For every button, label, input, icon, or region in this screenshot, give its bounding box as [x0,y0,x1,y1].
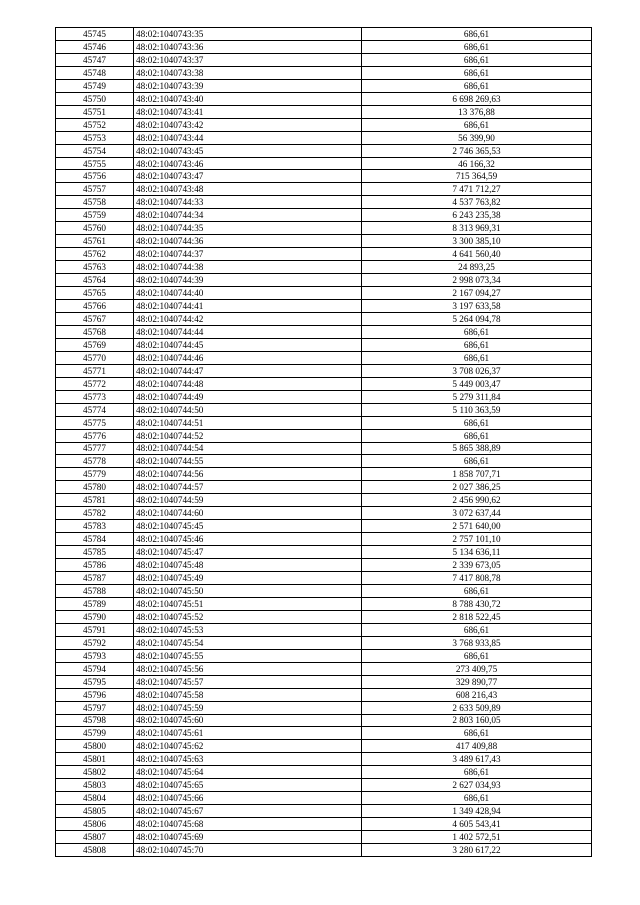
table-row [56,287,592,300]
cadastral-value-cell: 8 313 969,31 [362,222,592,235]
table-row [56,442,592,455]
row-number-cell: 45803 [56,779,134,792]
row-number-cell: 45771 [56,364,134,377]
cadastral-value-cell: 3 280 617,22 [362,844,592,857]
table-row [56,701,592,714]
cadastral-value-cell: 6 698 269,63 [362,92,592,105]
cadastral-number-cell: 48:02:1040744:37 [134,248,362,261]
cadastral-number-cell: 48:02:1040745:62 [134,740,362,753]
cadastral-value-cell: 2 998 073,34 [362,274,592,287]
cadastral-number-cell: 48:02:1040744:38 [134,261,362,274]
table-row [56,325,592,338]
table-row [56,196,592,209]
table-row [56,390,592,403]
cadastral-value-cell: 686,61 [362,623,592,636]
cadastral-number-cell: 48:02:1040745:59 [134,701,362,714]
row-number-cell: 45748 [56,66,134,79]
table-row [56,209,592,222]
row-number-cell: 45764 [56,274,134,287]
table-row [56,675,592,688]
table-row [56,727,592,740]
row-number-cell: 45754 [56,144,134,157]
table-row [56,92,592,105]
cadastral-number-cell: 48:02:1040743:47 [134,170,362,183]
cadastral-number-cell: 48:02:1040744:52 [134,429,362,442]
row-number-cell: 45760 [56,222,134,235]
table-row [56,118,592,131]
table-row [56,818,592,831]
cadastral-number-cell: 48:02:1040743:45 [134,144,362,157]
table-row [56,183,592,196]
cadastral-number-cell: 48:02:1040744:42 [134,312,362,325]
cadastral-value-cell: 715 364,59 [362,170,592,183]
cadastral-value-cell: 3 072 637,44 [362,507,592,520]
row-number-cell: 45775 [56,416,134,429]
cadastral-value-cell: 686,61 [362,338,592,351]
cadastral-value-cell: 3 300 385,10 [362,235,592,248]
row-number-cell: 45770 [56,351,134,364]
table-row [56,235,592,248]
table-row [56,53,592,66]
cadastral-number-cell: 48:02:1040745:48 [134,559,362,572]
table-row [56,753,592,766]
table-row [56,636,592,649]
cadastral-value-cell: 686,61 [362,455,592,468]
row-number-cell: 45788 [56,584,134,597]
row-number-cell: 45757 [56,183,134,196]
row-number-cell: 45750 [56,92,134,105]
cadastral-value-cell: 2 027 386,25 [362,481,592,494]
table-row [56,66,592,79]
row-number-cell: 45781 [56,494,134,507]
cadastral-number-cell: 48:02:1040745:64 [134,766,362,779]
cadastral-number-cell: 48:02:1040744:60 [134,507,362,520]
row-number-cell: 45784 [56,533,134,546]
row-number-cell: 45798 [56,714,134,727]
row-number-cell: 45791 [56,623,134,636]
row-number-cell: 45780 [56,481,134,494]
cadastral-value-cell: 2 456 990,62 [362,494,592,507]
cadastral-value-cell: 273 409,75 [362,662,592,675]
row-number-cell: 45806 [56,818,134,831]
table-row [56,131,592,144]
row-number-cell: 45808 [56,844,134,857]
cadastral-value-cell: 686,61 [362,53,592,66]
table-body [56,28,592,857]
cadastral-number-cell: 48:02:1040745:46 [134,533,362,546]
table-row [56,455,592,468]
cadastral-number-cell: 48:02:1040744:39 [134,274,362,287]
row-number-cell: 45752 [56,118,134,131]
cadastral-number-cell: 48:02:1040745:54 [134,636,362,649]
cadastral-value-cell: 2 633 509,89 [362,701,592,714]
cadastral-number-cell: 48:02:1040743:36 [134,40,362,53]
cadastral-value-cell: 5 264 094,78 [362,312,592,325]
cadastral-value-cell: 1 349 428,94 [362,805,592,818]
cadastral-value-cell: 686,61 [362,416,592,429]
cadastral-value-cell: 5 134 636,11 [362,546,592,559]
row-number-cell: 45774 [56,403,134,416]
table-row [56,546,592,559]
row-number-cell: 45785 [56,546,134,559]
table-row [56,222,592,235]
table-row [56,805,592,818]
cadastral-value-cell: 686,61 [362,28,592,41]
cadastral-number-cell: 48:02:1040745:52 [134,610,362,623]
row-number-cell: 45755 [56,157,134,170]
cadastral-value-cell: 1 402 572,51 [362,831,592,844]
row-number-cell: 45756 [56,170,134,183]
row-number-cell: 45789 [56,597,134,610]
cadastral-value-cell: 686,61 [362,325,592,338]
cadastral-number-cell: 48:02:1040743:40 [134,92,362,105]
row-number-cell: 45751 [56,105,134,118]
table-row [56,494,592,507]
row-number-cell: 45763 [56,261,134,274]
table-row [56,792,592,805]
cadastral-value-cell: 24 893,25 [362,261,592,274]
cadastral-value-cell: 5 449 003,47 [362,377,592,390]
cadastral-value-cell: 2 339 673,05 [362,559,592,572]
cadastral-number-cell: 48:02:1040744:50 [134,403,362,416]
row-number-cell: 45769 [56,338,134,351]
cadastral-number-cell: 48:02:1040743:35 [134,28,362,41]
cadastral-value-cell: 3 768 933,85 [362,636,592,649]
row-number-cell: 45768 [56,325,134,338]
cadastral-value-cell: 686,61 [362,429,592,442]
table-row [56,105,592,118]
table-row [56,364,592,377]
cadastral-number-cell: 48:02:1040744:34 [134,209,362,222]
cadastral-value-cell: 8 788 430,72 [362,597,592,610]
cadastral-value-cell: 2 818 522,45 [362,610,592,623]
row-number-cell: 45765 [56,287,134,300]
row-number-cell: 45777 [56,442,134,455]
cadastral-value-cell: 686,61 [362,766,592,779]
row-number-cell: 45790 [56,610,134,623]
row-number-cell: 45800 [56,740,134,753]
cadastral-value-cell: 4 605 543,41 [362,818,592,831]
table-row [56,688,592,701]
row-number-cell: 45747 [56,53,134,66]
cadastral-value-cell: 5 279 311,84 [362,390,592,403]
table-row [56,844,592,857]
cadastral-number-cell: 48:02:1040745:58 [134,688,362,701]
cadastral-value-cell: 3 708 026,37 [362,364,592,377]
cadastral-value-cell: 686,61 [362,649,592,662]
cadastral-value-cell: 7 417 808,78 [362,572,592,585]
cadastral-value-cell: 7 471 712,27 [362,183,592,196]
cadastral-number-cell: 48:02:1040745:56 [134,662,362,675]
cadastral-number-cell: 48:02:1040743:38 [134,66,362,79]
cadastral-number-cell: 48:02:1040744:54 [134,442,362,455]
cadastral-value-cell: 3 197 633,58 [362,300,592,313]
cadastral-number-cell: 48:02:1040743:39 [134,79,362,92]
row-number-cell: 45804 [56,792,134,805]
table-row [56,714,592,727]
row-number-cell: 45794 [56,662,134,675]
row-number-cell: 45749 [56,79,134,92]
cadastral-number-cell: 48:02:1040744:49 [134,390,362,403]
table-row [56,416,592,429]
cadastral-value-cell: 417 409,88 [362,740,592,753]
table-row [56,338,592,351]
cadastral-number-cell: 48:02:1040743:44 [134,131,362,144]
cadastral-value-cell: 329 890,77 [362,675,592,688]
cadastral-number-cell: 48:02:1040745:50 [134,584,362,597]
cadastral-value-cell: 4 641 560,40 [362,248,592,261]
table-row [56,248,592,261]
cadastral-number-cell: 48:02:1040743:46 [134,157,362,170]
cadastral-value-cell: 2 757 101,10 [362,533,592,546]
cadastral-number-cell: 48:02:1040743:48 [134,183,362,196]
cadastral-value-cell: 686,61 [362,66,592,79]
cadastral-number-cell: 48:02:1040745:68 [134,818,362,831]
table-row [56,649,592,662]
table-row [56,403,592,416]
cadastral-number-cell: 48:02:1040745:67 [134,805,362,818]
row-number-cell: 45782 [56,507,134,520]
cadastral-value-cell: 686,61 [362,118,592,131]
cadastral-value-cell: 13 376,88 [362,105,592,118]
cadastral-number-cell: 48:02:1040744:36 [134,235,362,248]
table-row [56,584,592,597]
cadastral-number-cell: 48:02:1040744:46 [134,351,362,364]
table-row [56,377,592,390]
row-number-cell: 45746 [56,40,134,53]
table-row [56,170,592,183]
cadastral-number-cell: 48:02:1040745:63 [134,753,362,766]
row-number-cell: 45793 [56,649,134,662]
table-row [56,468,592,481]
cadastral-number-cell: 48:02:1040743:37 [134,53,362,66]
row-number-cell: 45745 [56,28,134,41]
cadastral-number-cell: 48:02:1040744:33 [134,196,362,209]
row-number-cell: 45772 [56,377,134,390]
row-number-cell: 45776 [56,429,134,442]
cadastral-value-cell: 2 571 640,00 [362,520,592,533]
cadastral-value-cell: 686,61 [362,584,592,597]
cadastral-number-cell: 48:02:1040745:66 [134,792,362,805]
row-number-cell: 45792 [56,636,134,649]
cadastral-value-cell: 56 399,90 [362,131,592,144]
row-number-cell: 45805 [56,805,134,818]
row-number-cell: 45795 [56,675,134,688]
cadastral-value-cell: 2 627 034,93 [362,779,592,792]
row-number-cell: 45759 [56,209,134,222]
cadastral-number-cell: 48:02:1040744:57 [134,481,362,494]
row-number-cell: 45801 [56,753,134,766]
cadastral-number-cell: 48:02:1040745:45 [134,520,362,533]
row-number-cell: 45796 [56,688,134,701]
cadastral-number-cell: 48:02:1040745:69 [134,831,362,844]
table-row [56,300,592,313]
row-number-cell: 45807 [56,831,134,844]
cadastral-value-cell: 608 216,43 [362,688,592,701]
cadastral-number-cell: 48:02:1040745:55 [134,649,362,662]
row-number-cell: 45753 [56,131,134,144]
row-number-cell: 45767 [56,312,134,325]
table-row [56,79,592,92]
table-row [56,766,592,779]
cadastral-value-cell: 686,61 [362,79,592,92]
table-row [56,351,592,364]
table-row [56,597,592,610]
cadastral-value-cell: 686,61 [362,40,592,53]
row-number-cell: 45797 [56,701,134,714]
row-number-cell: 45766 [56,300,134,313]
cadastral-number-cell: 48:02:1040744:47 [134,364,362,377]
table-row [56,507,592,520]
cadastral-number-cell: 48:02:1040745:60 [134,714,362,727]
cadastral-value-cell: 2 803 160,05 [362,714,592,727]
row-number-cell: 45779 [56,468,134,481]
cadastral-number-cell: 48:02:1040743:42 [134,118,362,131]
table-row [56,40,592,53]
cadastral-value-cell: 3 489 617,43 [362,753,592,766]
cadastral-number-cell: 48:02:1040743:41 [134,105,362,118]
cadastral-number-cell: 48:02:1040744:59 [134,494,362,507]
cadastral-value-cell: 4 537 763,82 [362,196,592,209]
cadastral-value-cell: 5 110 363,59 [362,403,592,416]
cadastral-number-cell: 48:02:1040744:51 [134,416,362,429]
cadastral-number-cell: 48:02:1040744:45 [134,338,362,351]
cadastral-number-cell: 48:02:1040745:51 [134,597,362,610]
cadastral-value-table [55,27,592,857]
row-number-cell: 45783 [56,520,134,533]
table-row [56,274,592,287]
row-number-cell: 45778 [56,455,134,468]
cadastral-value-cell: 46 166,32 [362,157,592,170]
cadastral-number-cell: 48:02:1040744:56 [134,468,362,481]
cadastral-number-cell: 48:02:1040745:65 [134,779,362,792]
cadastral-value-cell: 2 746 365,53 [362,144,592,157]
table-row [56,831,592,844]
row-number-cell: 45799 [56,727,134,740]
table-row [56,623,592,636]
cadastral-number-cell: 48:02:1040744:40 [134,287,362,300]
cadastral-number-cell: 48:02:1040745:70 [134,844,362,857]
cadastral-number-cell: 48:02:1040745:47 [134,546,362,559]
table-row [56,520,592,533]
table-row [56,261,592,274]
row-number-cell: 45761 [56,235,134,248]
table-row [56,429,592,442]
table-row [56,662,592,675]
row-number-cell: 45786 [56,559,134,572]
row-number-cell: 45758 [56,196,134,209]
cadastral-value-cell: 2 167 094,27 [362,287,592,300]
table-row [56,559,592,572]
cadastral-number-cell: 48:02:1040744:44 [134,325,362,338]
table-row [56,572,592,585]
table-row [56,779,592,792]
cadastral-value-cell: 686,61 [362,792,592,805]
cadastral-value-cell: 5 865 388,89 [362,442,592,455]
cadastral-value-cell: 6 243 235,38 [362,209,592,222]
table-row [56,533,592,546]
table-row [56,740,592,753]
cadastral-number-cell: 48:02:1040745:57 [134,675,362,688]
table-row [56,144,592,157]
row-number-cell: 45802 [56,766,134,779]
cadastral-value-cell: 686,61 [362,727,592,740]
cadastral-number-cell: 48:02:1040745:53 [134,623,362,636]
cadastral-number-cell: 48:02:1040745:61 [134,727,362,740]
cadastral-number-cell: 48:02:1040744:41 [134,300,362,313]
table-row [56,28,592,41]
cadastral-number-cell: 48:02:1040744:35 [134,222,362,235]
row-number-cell: 45773 [56,390,134,403]
row-number-cell: 45787 [56,572,134,585]
cadastral-number-cell: 48:02:1040744:55 [134,455,362,468]
table-row [56,312,592,325]
table-row [56,157,592,170]
cadastral-number-cell: 48:02:1040744:48 [134,377,362,390]
cadastral-value-cell: 686,61 [362,351,592,364]
cadastral-value-cell: 1 858 707,71 [362,468,592,481]
row-number-cell: 45762 [56,248,134,261]
cadastral-number-cell: 48:02:1040745:49 [134,572,362,585]
table-row [56,481,592,494]
table-row [56,610,592,623]
